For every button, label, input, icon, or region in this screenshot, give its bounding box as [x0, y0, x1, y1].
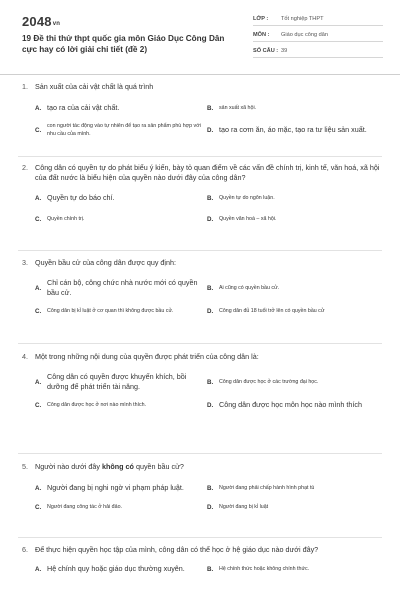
option-letter: B.: [207, 565, 214, 573]
option-letter: B.: [207, 484, 214, 492]
question-separator: [18, 250, 382, 251]
options: [35, 193, 382, 223]
options: [35, 564, 382, 574]
question-2: [22, 163, 382, 223]
option-letter: C.: [35, 126, 42, 134]
option-text: Quyền chính trị.: [47, 216, 85, 222]
question-body: Quyền bầu cử của công dân được quy định:: [35, 258, 177, 267]
option-letter: B.: [207, 194, 214, 202]
option-text: Hệ chính quy hoặc giáo dục thường xuyên.: [47, 564, 185, 573]
option-letter: B.: [207, 378, 214, 386]
option-a[interactable]: [35, 103, 207, 113]
option-text: Quyền tự do ngôn luận.: [219, 195, 275, 201]
question-text-emphasis: không có: [102, 462, 134, 471]
option-letter: A.: [35, 194, 42, 202]
option-text: con người tác động vào tự nhiên để tạo ra sản phẩm phù hợp với nhu cầu của mình.: [47, 123, 201, 137]
option-text: Công dân được học môn học nào mình thích: [219, 400, 362, 409]
question-text: [22, 545, 382, 555]
option-a[interactable]: [35, 372, 207, 392]
option-text: Quyền văn hoá – xã hội.: [219, 216, 277, 222]
option-letter: A.: [35, 284, 42, 292]
option-letter: A.: [35, 565, 42, 573]
logo-suffix: vn: [52, 21, 61, 27]
option-c[interactable]: [35, 122, 207, 138]
option-letter: D.: [207, 503, 214, 511]
option-text: sản xuất xã hội.: [219, 105, 257, 111]
option-letter: A.: [35, 104, 42, 112]
exam-info: [253, 13, 383, 61]
question-number: 4.: [22, 352, 28, 361]
question-separator: [18, 343, 382, 344]
option-text: Người đang bị kỉ luật: [219, 504, 269, 510]
option-c[interactable]: [35, 503, 207, 511]
question-body: Để thực hiện quyền học tập của mình, công dân có thể học ở hệ giáo dục nào dưới đây?: [35, 545, 319, 554]
option-letter: C.: [35, 401, 42, 409]
question-body: Sản xuất của cải vật chất là quá trình: [35, 82, 154, 91]
question-6: [22, 545, 382, 574]
question-text: [22, 258, 382, 268]
option-a[interactable]: [35, 564, 207, 574]
question-4: [22, 352, 382, 410]
question-text-before: Người nào dưới đây: [35, 462, 102, 471]
info-row-subject: [253, 29, 383, 42]
option-text: Người đang công tác ở hải đảo.: [47, 504, 122, 510]
question-separator: [18, 537, 382, 538]
option-text: Công dân bị kỉ luật ở cơ quan thì không được bầu cử.: [47, 308, 174, 314]
question-1: [22, 82, 382, 138]
options: [35, 278, 382, 315]
question-3: [22, 258, 382, 315]
option-text: Người đang bị nghi ngờ vi phạm pháp luật.: [47, 483, 184, 492]
option-letter: C.: [35, 503, 42, 511]
option-text: Quyền tự do báo chí.: [47, 193, 115, 202]
question-separator: [18, 453, 382, 454]
option-letter: C.: [35, 307, 42, 315]
option-d[interactable]: [207, 503, 382, 511]
option-letter: A.: [35, 378, 42, 386]
info-label: LỚP :: [253, 16, 269, 22]
option-b[interactable]: [207, 483, 382, 493]
option-letter: B.: [207, 284, 214, 292]
option-b[interactable]: [207, 372, 382, 392]
option-b[interactable]: [207, 193, 382, 203]
question-text: [22, 82, 382, 92]
option-a[interactable]: [35, 278, 207, 298]
option-text: Công dân được học ở các trường đại học.: [219, 379, 319, 385]
option-letter: C.: [35, 215, 42, 223]
option-b[interactable]: [207, 103, 382, 113]
option-d[interactable]: [207, 215, 382, 223]
option-text: Công dân được học ở nơi nào mình thích.: [47, 402, 147, 408]
question-number: 1.: [22, 82, 28, 91]
option-text: tạo ra của cải vật chất.: [47, 103, 120, 112]
page-header: [0, 0, 400, 70]
question-body: Công dân có quyền tự do phát biểu ý kiến, bày tỏ quan điểm về các vấn đề chính trị, kinh tế, văn hoá, xã hội của đất nước là biểu hiện của quyền nào dưới đây của công dân?: [35, 163, 380, 182]
option-letter: B.: [207, 104, 214, 112]
question-text-after: quyền bầu cử?: [133, 462, 184, 471]
question-text: [22, 352, 382, 362]
info-label: MÔN :: [253, 32, 270, 38]
logo-text: 2048: [22, 14, 52, 29]
question-number: 2.: [22, 163, 28, 172]
option-text: Công dân có quyền được khuyến khích, bồi dưỡng để phát triển tài năng.: [47, 372, 187, 391]
option-d[interactable]: [207, 122, 382, 138]
question-body: Một trong những nội dung của quyền được phát triển của công dân là:: [35, 352, 259, 361]
option-d[interactable]: [207, 307, 382, 315]
option-text: Người đang phải chấp hành hình phạt tù: [219, 485, 315, 491]
info-label: SỐ CÂU :: [253, 48, 279, 54]
option-letter: D.: [207, 307, 214, 315]
info-value: Tốt nghiệp THPT: [281, 16, 324, 22]
site-logo[interactable]: [22, 14, 60, 29]
option-a[interactable]: [35, 193, 207, 203]
option-c[interactable]: [35, 307, 207, 315]
question-number: 3.: [22, 258, 28, 267]
options: [35, 372, 382, 410]
option-b[interactable]: [207, 564, 382, 574]
options: [35, 103, 382, 138]
question-number: 6.: [22, 545, 28, 554]
option-c[interactable]: [35, 400, 207, 410]
option-letter: D.: [207, 126, 214, 134]
option-text: Chỉ cán bộ, công chức nhà nước mới có quyền bầu cử.: [47, 278, 198, 297]
options: [35, 483, 382, 511]
option-text: tạo ra cơm ăn, áo mặc, tạo ra tư liệu sản xuất.: [219, 125, 367, 134]
info-row-class: [253, 13, 383, 26]
question-5: [22, 462, 382, 511]
option-text: Ai cũng có quyền bầu cử.: [219, 285, 280, 291]
question-separator: [18, 156, 382, 157]
question-body: [35, 462, 382, 472]
header-divider: [0, 74, 400, 75]
question-text: [22, 462, 382, 472]
option-letter: D.: [207, 401, 214, 409]
option-letter: A.: [35, 484, 42, 492]
info-value: 39: [281, 48, 288, 54]
info-row-count: [253, 45, 383, 58]
exam-title: 19 Đề thi thử thpt quốc gia môn Giáo Dục Công Dân cực hay có lời giải chi tiết (đề 2): [22, 34, 225, 54]
option-text: Hệ chính thức hoặc không chính thức.: [219, 566, 310, 572]
info-value: Giáo dục công dân: [281, 32, 328, 38]
question-text: [22, 163, 382, 183]
option-b[interactable]: [207, 278, 382, 298]
question-number: 5.: [22, 462, 28, 471]
option-text: Công dân đủ 18 tuổi trở lên có quyền bầu cử: [219, 308, 325, 314]
option-a[interactable]: [35, 483, 207, 493]
option-d[interactable]: [207, 400, 382, 410]
option-c[interactable]: [35, 215, 207, 223]
option-letter: D.: [207, 215, 214, 223]
